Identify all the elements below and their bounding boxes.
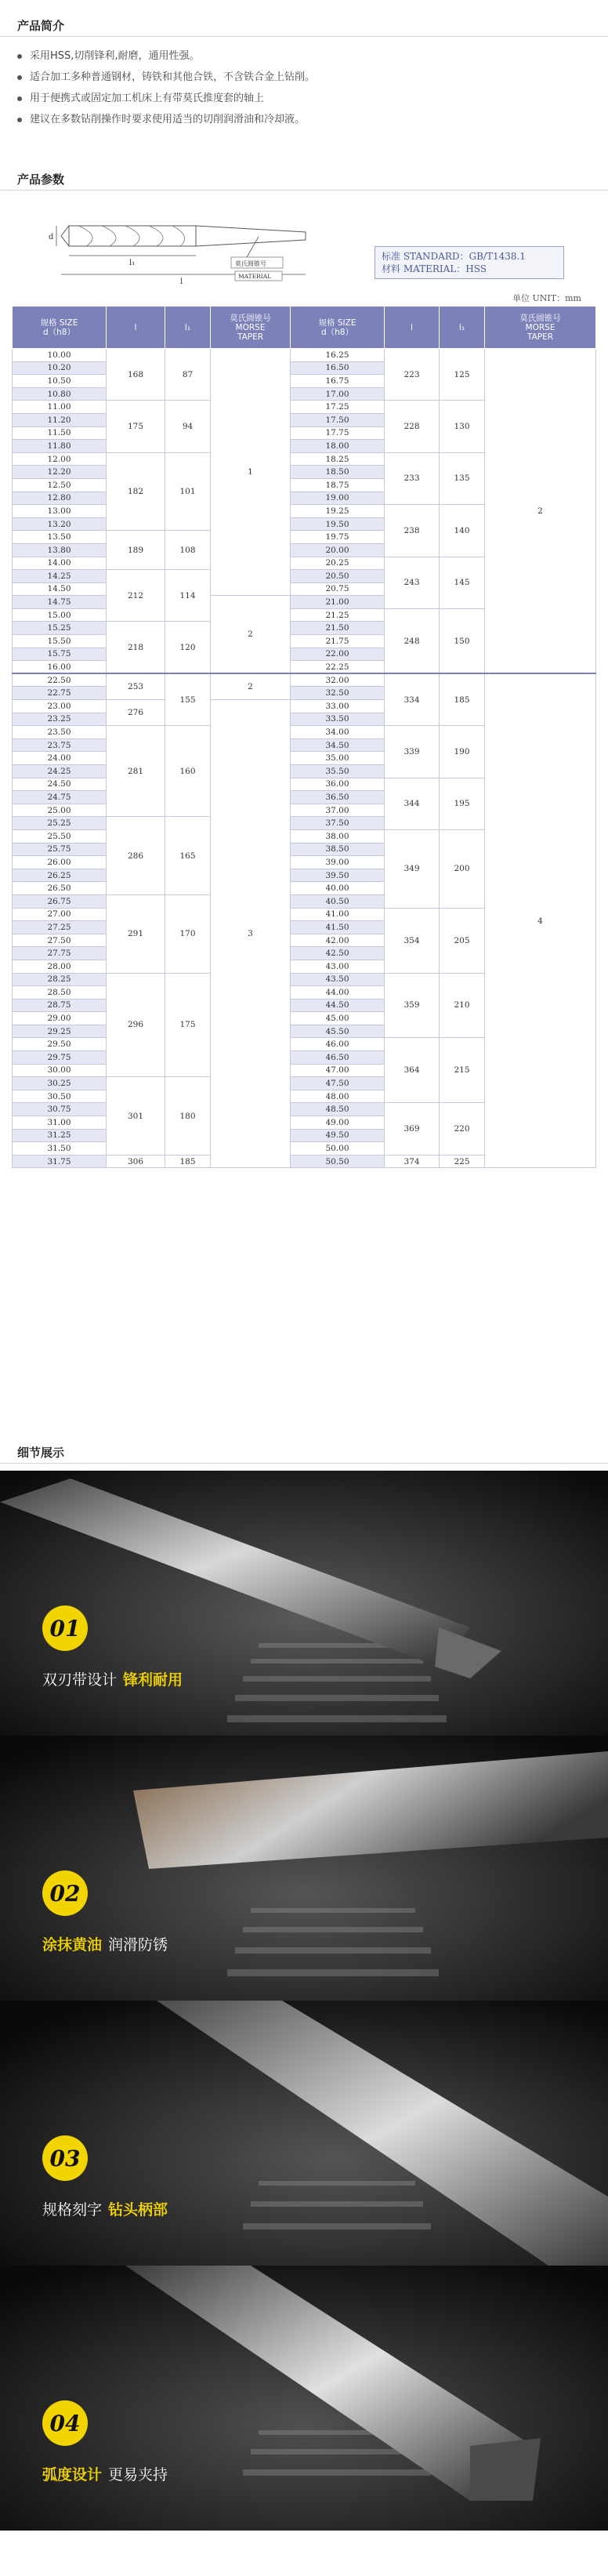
length-l1-cell: 125 (440, 349, 485, 401)
size-cell: 34.50 (291, 738, 385, 752)
bullet-icon (17, 118, 22, 122)
size-cell: 19.50 (291, 517, 385, 531)
size-cell: 37.50 (291, 817, 385, 830)
size-cell: 27.00 (13, 908, 107, 921)
length-l1-cell: 195 (440, 778, 485, 829)
size-cell: 40.00 (291, 882, 385, 895)
length-l-cell: 182 (107, 452, 165, 531)
size-cell: 36.00 (291, 778, 385, 791)
length-l-cell: 223 (385, 349, 440, 401)
length-l1-cell: 155 (165, 673, 211, 725)
caption-02: 涂抹黄油 润滑防锈 (42, 1936, 168, 1954)
length-l-cell: 212 (107, 570, 165, 622)
size-cell: 14.25 (13, 570, 107, 583)
size-cell: 12.00 (13, 452, 107, 466)
size-cell: 49.50 (291, 1129, 385, 1142)
size-cell: 30.00 (13, 1064, 107, 1077)
length-l1-cell: 87 (165, 349, 211, 401)
length-l-cell: 301 (107, 1077, 165, 1156)
caption-01: 双刃带设计 锋利耐用 (42, 1671, 183, 1689)
length-l1-cell: 180 (165, 1077, 211, 1156)
caption-03: 规格刻字 钻头柄部 (42, 2201, 168, 2219)
size-cell: 14.75 (13, 596, 107, 609)
params-table-wrapper (12, 306, 595, 1168)
size-cell: 50.00 (291, 1142, 385, 1156)
intro-item: 用于便携式或固定加工机床上有带莫氏推度套的轴上 (17, 88, 597, 109)
size-cell: 38.50 (291, 843, 385, 856)
size-cell: 16.75 (291, 375, 385, 388)
size-cell: 30.75 (13, 1103, 107, 1116)
length-l-cell: 344 (385, 778, 440, 829)
size-cell: 42.00 (291, 934, 385, 947)
length-l1-cell: 190 (440, 726, 485, 778)
size-cell: 28.00 (13, 960, 107, 973)
size-cell: 23.50 (13, 726, 107, 739)
size-cell: 16.50 (291, 361, 385, 375)
size-cell: 11.20 (13, 413, 107, 426)
size-cell: 10.20 (13, 361, 107, 375)
drill-photo-3 (0, 2001, 608, 2266)
length-l1-cell: 120 (165, 622, 211, 673)
size-cell: 12.20 (13, 466, 107, 479)
size-cell: 24.25 (13, 765, 107, 778)
length-l-cell: 306 (107, 1155, 165, 1168)
length-l-cell: 291 (107, 894, 165, 973)
header-l1: l₁ (165, 307, 211, 349)
length-l1-cell: 205 (440, 908, 485, 973)
length-l1-cell: 200 (440, 829, 485, 908)
size-cell: 30.50 (13, 1090, 107, 1103)
size-cell: 11.80 (13, 440, 107, 453)
size-cell: 18.50 (291, 466, 385, 479)
size-cell: 14.50 (13, 582, 107, 596)
size-cell: 28.25 (13, 973, 107, 986)
size-cell: 29.50 (13, 1038, 107, 1051)
size-cell: 35.50 (291, 765, 385, 778)
length-l-cell: 228 (385, 401, 440, 452)
size-cell: 25.75 (13, 843, 107, 856)
size-cell: 20.50 (291, 570, 385, 583)
length-l-cell: 364 (385, 1038, 440, 1103)
size-cell: 31.75 (13, 1155, 107, 1168)
length-l-cell: 168 (107, 349, 165, 401)
size-cell: 45.00 (291, 1012, 385, 1025)
size-cell: 28.50 (13, 986, 107, 1000)
size-cell: 44.00 (291, 986, 385, 1000)
size-cell: 44.50 (291, 999, 385, 1012)
size-cell: 23.75 (13, 738, 107, 752)
length-l1-cell: 140 (440, 505, 485, 557)
morse-taper-cell: 2 (211, 673, 291, 699)
size-cell: 24.50 (13, 778, 107, 791)
size-cell: 12.50 (13, 478, 107, 492)
length-l-cell: 238 (385, 505, 440, 557)
length-l-cell: 248 (385, 608, 440, 673)
size-cell: 49.00 (291, 1116, 385, 1130)
length-l-cell: 334 (385, 673, 440, 725)
length-l1-cell: 185 (440, 673, 485, 725)
length-l1-cell: 170 (165, 894, 211, 973)
size-cell: 18.00 (291, 440, 385, 453)
size-cell: 13.20 (13, 517, 107, 531)
diagram-d-label: d (49, 233, 54, 241)
header-l1: l₁ (440, 307, 485, 349)
size-cell: 33.00 (291, 700, 385, 713)
size-cell: 10.00 (13, 349, 107, 362)
standard-text: 标准 STANDARD：GB/T1438.1 (382, 251, 526, 262)
size-cell: 19.25 (291, 505, 385, 518)
size-cell: 27.75 (13, 947, 107, 960)
size-cell: 42.50 (291, 947, 385, 960)
size-cell: 28.75 (13, 999, 107, 1012)
detail-panel (0, 1471, 608, 1736)
size-cell: 20.75 (291, 582, 385, 596)
size-cell: 16.00 (13, 661, 107, 674)
drill-photo-1 (0, 1471, 608, 1736)
size-cell: 18.75 (291, 478, 385, 492)
length-l1-cell: 94 (165, 401, 211, 452)
length-l1-cell: 160 (165, 726, 211, 817)
size-cell: 23.00 (13, 700, 107, 713)
length-l1-cell: 145 (440, 557, 485, 608)
header-l: l (107, 307, 165, 349)
intro-list (17, 45, 597, 130)
length-l-cell: 189 (107, 531, 165, 570)
intro-item: 建议在多数钻削操作时要求使用适当的切削润滑油和冷却液。 (17, 109, 597, 130)
size-cell: 17.50 (291, 413, 385, 426)
bullet-icon (17, 75, 22, 80)
bullet-icon (17, 96, 22, 101)
size-cell: 29.00 (13, 1012, 107, 1025)
length-l-cell: 281 (107, 726, 165, 817)
length-l1-cell: 220 (440, 1103, 485, 1155)
size-cell: 45.50 (291, 1025, 385, 1038)
size-cell: 15.75 (13, 648, 107, 661)
size-cell: 15.50 (13, 635, 107, 648)
length-l-cell: 233 (385, 452, 440, 504)
size-cell: 10.80 (13, 387, 107, 401)
length-l1-cell: 210 (440, 973, 485, 1038)
size-cell: 19.00 (291, 492, 385, 505)
header-size: 规格 SIZE d（h8） (13, 307, 107, 349)
length-l-cell: 276 (107, 700, 165, 726)
size-cell: 20.00 (291, 543, 385, 557)
size-cell: 43.00 (291, 960, 385, 973)
size-cell: 27.25 (13, 921, 107, 934)
badge-02: 02 (42, 1870, 88, 1916)
header-l: l (385, 307, 440, 349)
size-cell: 27.50 (13, 934, 107, 947)
drill-photo-2 (0, 1736, 608, 2001)
size-cell: 26.50 (13, 882, 107, 895)
length-l1-cell: 101 (165, 452, 211, 531)
size-cell: 26.00 (13, 856, 107, 869)
detail-panel (0, 2266, 608, 2531)
badge-04: 04 (42, 2400, 88, 2446)
size-cell: 34.00 (291, 726, 385, 739)
diagram-l1-label: l₁ (129, 259, 136, 267)
size-cell: 24.00 (13, 752, 107, 765)
badge-03: 03 (42, 2135, 88, 2181)
size-cell: 22.75 (13, 687, 107, 700)
size-cell: 12.80 (13, 492, 107, 505)
table-header-row (13, 307, 596, 349)
size-cell: 17.75 (291, 426, 385, 440)
intro-item: 适合加工多种普通钢材，铸铁和其他合铁，不含铁合金上钻削。 (17, 67, 597, 88)
size-cell: 47.00 (291, 1064, 385, 1077)
size-cell: 13.80 (13, 543, 107, 557)
size-cell: 22.25 (291, 661, 385, 674)
size-cell: 14.00 (13, 557, 107, 570)
length-l-cell: 374 (385, 1155, 440, 1168)
size-cell: 17.00 (291, 387, 385, 401)
size-cell: 25.00 (13, 804, 107, 817)
intro-title: 产品简介 (17, 19, 65, 33)
size-cell: 21.50 (291, 622, 385, 635)
size-cell: 24.75 (13, 791, 107, 804)
size-cell: 25.50 (13, 829, 107, 843)
length-l-cell: 296 (107, 973, 165, 1077)
caption-04: 弧度设计 更易夹持 (42, 2466, 168, 2483)
size-cell: 17.25 (291, 401, 385, 414)
length-l-cell: 349 (385, 829, 440, 908)
size-cell: 46.50 (291, 1051, 385, 1065)
morse-taper-cell: 2 (211, 596, 291, 674)
header-taper: 莫氏圆锥号 MORSE TAPER (485, 307, 596, 349)
size-cell: 15.00 (13, 608, 107, 622)
size-cell: 29.75 (13, 1051, 107, 1065)
detail-panel (0, 1736, 608, 2001)
size-cell: 16.25 (291, 349, 385, 362)
size-cell: 32.50 (291, 687, 385, 700)
detail-panel (0, 2001, 608, 2266)
size-cell: 41.50 (291, 921, 385, 934)
size-cell: 47.50 (291, 1077, 385, 1090)
length-l1-cell: 130 (440, 401, 485, 452)
morse-taper-cell: 4 (485, 673, 596, 1168)
size-cell: 10.50 (13, 375, 107, 388)
size-cell: 50.50 (291, 1155, 385, 1168)
params-title: 产品参数 (17, 172, 65, 187)
size-cell: 19.75 (291, 531, 385, 544)
length-l-cell: 339 (385, 726, 440, 778)
material-text: 材料 MATERIAL：HSS (382, 263, 487, 274)
size-cell: 20.25 (291, 557, 385, 570)
length-l1-cell: 165 (165, 817, 211, 895)
size-cell: 41.00 (291, 908, 385, 921)
size-cell: 36.50 (291, 791, 385, 804)
size-cell: 21.25 (291, 608, 385, 622)
length-l-cell: 253 (107, 673, 165, 699)
length-l-cell: 218 (107, 622, 165, 673)
morse-taper-cell: 1 (211, 349, 291, 596)
size-cell: 11.00 (13, 401, 107, 414)
size-cell: 26.25 (13, 869, 107, 882)
size-cell: 37.00 (291, 804, 385, 817)
length-l1-cell: 150 (440, 608, 485, 673)
size-cell: 18.25 (291, 452, 385, 466)
length-l-cell: 175 (107, 401, 165, 452)
intro-divider (0, 36, 608, 37)
size-cell: 43.50 (291, 973, 385, 986)
length-l-cell: 243 (385, 557, 440, 608)
length-l1-cell: 135 (440, 452, 485, 504)
details-divider (0, 1463, 608, 1464)
header-size: 规格 SIZE d（h8） (291, 307, 385, 349)
size-cell: 31.00 (13, 1116, 107, 1130)
size-cell: 13.00 (13, 505, 107, 518)
size-cell: 46.00 (291, 1038, 385, 1051)
size-cell: 48.50 (291, 1103, 385, 1116)
length-l1-cell: 108 (165, 531, 211, 570)
morse-taper-cell: 2 (485, 349, 596, 674)
length-l1-cell: 175 (165, 973, 211, 1077)
diagram-l-label: l (180, 278, 183, 286)
size-cell: 39.50 (291, 869, 385, 882)
length-l-cell: 359 (385, 973, 440, 1038)
length-l1-cell: 185 (165, 1155, 211, 1168)
header-taper: 莫氏圆锥号 MORSE TAPER (211, 307, 291, 349)
diagram-material-label: MATERIAL (238, 273, 272, 280)
size-cell: 33.50 (291, 713, 385, 726)
drill-photo-4 (0, 2266, 608, 2531)
bullet-icon (17, 54, 22, 59)
size-cell: 38.00 (291, 829, 385, 843)
size-cell: 31.25 (13, 1129, 107, 1142)
length-l1-cell: 215 (440, 1038, 485, 1103)
intro-item: 采用HSS,切削锋利,耐磨，通用性强。 (17, 45, 597, 67)
size-cell: 23.25 (13, 713, 107, 726)
length-l-cell: 286 (107, 817, 165, 895)
params-table (12, 306, 596, 1168)
size-cell: 21.00 (291, 596, 385, 609)
size-cell: 35.00 (291, 752, 385, 765)
length-l1-cell: 114 (165, 570, 211, 622)
diagram-taper-label: 莫氏圆锥号 (235, 260, 266, 267)
morse-taper-cell: 3 (211, 700, 291, 1168)
size-cell: 13.50 (13, 531, 107, 544)
size-cell: 48.00 (291, 1090, 385, 1103)
length-l-cell: 354 (385, 908, 440, 973)
size-cell: 26.75 (13, 894, 107, 908)
table-row (13, 349, 596, 362)
size-cell: 22.00 (291, 648, 385, 661)
length-l1-cell: 225 (440, 1155, 485, 1168)
size-cell: 15.25 (13, 622, 107, 635)
badge-01: 01 (42, 1605, 88, 1651)
size-cell: 32.00 (291, 673, 385, 687)
size-cell: 30.25 (13, 1077, 107, 1090)
detail-gallery (0, 1471, 608, 2531)
details-title: 细节展示 (17, 1446, 65, 1460)
table-row (13, 673, 596, 687)
length-l-cell: 369 (385, 1103, 440, 1155)
size-cell: 31.50 (13, 1142, 107, 1156)
size-cell: 40.50 (291, 894, 385, 908)
spec-box (375, 246, 564, 279)
size-cell: 25.25 (13, 817, 107, 830)
size-cell: 22.50 (13, 673, 107, 687)
size-cell: 11.50 (13, 426, 107, 440)
size-cell: 39.00 (291, 856, 385, 869)
size-cell: 21.75 (291, 635, 385, 648)
unit-text: 单位 UNIT：mm (512, 293, 581, 303)
drill-dimension-diagram (49, 202, 321, 288)
size-cell: 29.25 (13, 1025, 107, 1038)
